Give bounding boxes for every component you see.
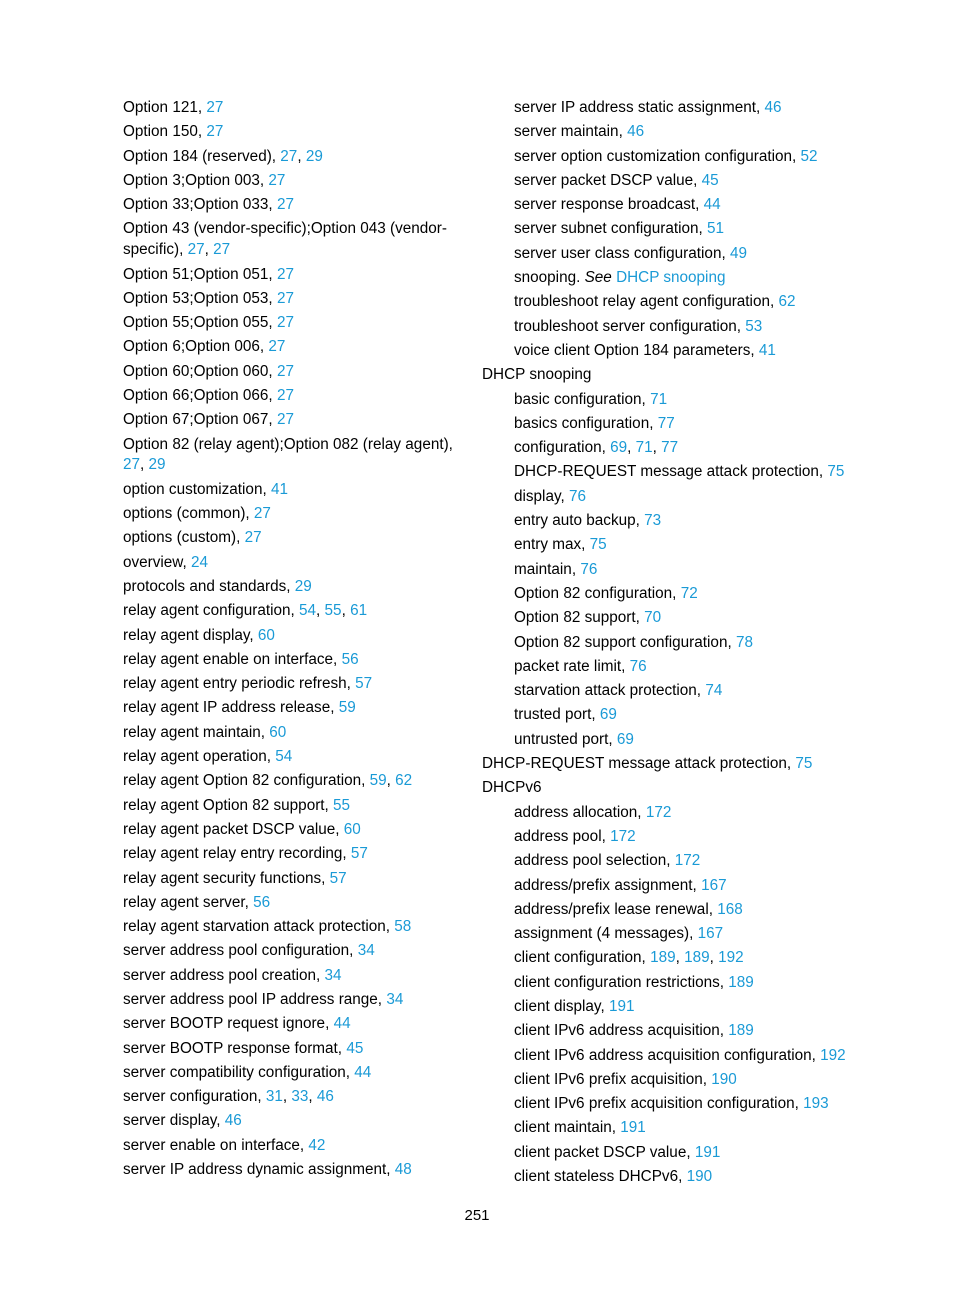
index-term: server IP address dynamic assignment, bbox=[123, 1161, 395, 1179]
index-entry bbox=[123, 796, 463, 817]
index-term: Option 33;Option 033, bbox=[123, 196, 277, 214]
index-term: server configuration, bbox=[123, 1088, 266, 1106]
index-entry bbox=[482, 608, 922, 629]
page-ref-link[interactable]: 60 bbox=[257, 626, 275, 644]
page-ref-link[interactable]: 27 bbox=[244, 529, 262, 547]
page-ref-link[interactable]: 75 bbox=[827, 463, 845, 481]
page-ref-link[interactable]: 190 bbox=[711, 1070, 737, 1088]
index-term: server address pool IP address range, bbox=[123, 990, 387, 1008]
index-entry bbox=[482, 973, 922, 994]
page-number: 251 bbox=[464, 1207, 490, 1224]
index-term: entry auto backup, bbox=[514, 512, 645, 530]
index-term: server packet DSCP value, bbox=[514, 171, 702, 189]
index-term: server display, bbox=[123, 1112, 225, 1130]
page-ref-link[interactable]: 45 bbox=[701, 171, 719, 189]
index-term: relay agent relay entry recording, bbox=[123, 845, 351, 863]
index-entry bbox=[123, 1039, 463, 1060]
page-ref-link[interactable]: 44 bbox=[703, 196, 721, 214]
page-ref-link[interactable]: 192 bbox=[820, 1046, 846, 1064]
page-ref-link[interactable]: 191 bbox=[608, 997, 635, 1015]
page-ref-link[interactable]: 62 bbox=[395, 772, 413, 790]
index-entry bbox=[123, 990, 463, 1011]
index-term: Option 6;Option 006, bbox=[123, 338, 269, 356]
index-entry bbox=[482, 681, 922, 702]
page-ref-link[interactable]: 172 bbox=[674, 852, 701, 870]
index-entry bbox=[482, 244, 922, 265]
page-ref-link[interactable]: 77 bbox=[657, 414, 675, 432]
index-term: server response broadcast, bbox=[514, 196, 704, 214]
page-ref-link[interactable]: 27 bbox=[206, 123, 224, 141]
index-term: Option 82 support configuration, bbox=[514, 633, 736, 651]
page-ref-link[interactable]: 191 bbox=[694, 1143, 721, 1161]
index-term: client stateless DHCPv6, bbox=[514, 1168, 687, 1186]
page-ref-link[interactable]: 52 bbox=[800, 147, 818, 165]
page-ref-link[interactable]: 56 bbox=[341, 650, 359, 668]
page-ref-link[interactable]: 27 bbox=[123, 456, 141, 474]
index-entry bbox=[123, 844, 463, 865]
page-ref-link[interactable]: 74 bbox=[705, 682, 723, 700]
index-entry bbox=[482, 462, 922, 483]
index-entry bbox=[123, 313, 463, 334]
index-term: Option 67;Option 067, bbox=[123, 411, 277, 429]
index-term: client IPv6 prefix acquisition configuration, bbox=[514, 1095, 804, 1113]
index-entry bbox=[482, 535, 922, 556]
page-ref-link[interactable]: 60 bbox=[269, 723, 287, 741]
page-ref-link[interactable]: 27 bbox=[276, 387, 294, 405]
index-entry bbox=[123, 171, 463, 192]
index-entry bbox=[123, 577, 463, 598]
page-ref-link[interactable]: 189 bbox=[728, 973, 754, 991]
index-term: server user class configuration, bbox=[514, 244, 730, 262]
index-term: relay agent IP address release, bbox=[123, 699, 339, 717]
index-term: client IPv6 address acquisition, bbox=[514, 1022, 729, 1040]
index-term: address allocation, bbox=[514, 803, 646, 821]
index-entry bbox=[123, 650, 463, 671]
index-entry bbox=[123, 337, 463, 358]
see-reference-link[interactable]: DHCP snooping bbox=[616, 269, 726, 287]
page-ref-link[interactable]: 76 bbox=[568, 487, 586, 505]
index-entry bbox=[123, 626, 463, 647]
index-term: relay agent Option 82 support, bbox=[123, 796, 334, 814]
index-entry bbox=[123, 410, 463, 431]
page-ref-link[interactable]: 55 bbox=[324, 602, 342, 620]
index-entry bbox=[123, 941, 463, 962]
page-ref-link[interactable]: 54 bbox=[299, 602, 317, 620]
index-term: basic configuration, bbox=[514, 390, 651, 408]
index-term: address pool, bbox=[514, 827, 611, 845]
index-term: maintain, bbox=[514, 560, 581, 578]
page-ref-link[interactable]: 189 bbox=[650, 949, 676, 967]
index-term: Option 82 support, bbox=[514, 609, 645, 627]
page-ref-link[interactable]: 29 bbox=[305, 147, 323, 165]
index-entry bbox=[482, 268, 922, 289]
index-entry bbox=[482, 195, 922, 216]
index-term: options (common), bbox=[123, 505, 254, 523]
index-entry bbox=[482, 341, 922, 362]
page-ref-link[interactable]: 27 bbox=[276, 289, 294, 307]
index-term: Option 51;Option 051, bbox=[123, 265, 277, 283]
page-ref-link[interactable]: 42 bbox=[308, 1136, 326, 1154]
index-entry bbox=[123, 893, 463, 914]
page-ref-link[interactable]: 77 bbox=[661, 439, 679, 457]
index-entry bbox=[482, 414, 922, 435]
page-ref-link[interactable]: 70 bbox=[644, 609, 662, 627]
index-entry: client configuration, 189, 189, 192 bbox=[514, 949, 744, 967]
index-entry bbox=[482, 365, 922, 386]
index-term: packet rate limit, bbox=[514, 657, 630, 675]
index-entry bbox=[482, 851, 922, 872]
index-term: client maintain, bbox=[514, 1119, 621, 1137]
index-term: client configuration, bbox=[514, 949, 651, 967]
page-ref-link[interactable]: 72 bbox=[680, 584, 698, 602]
index-entry bbox=[123, 1160, 463, 1181]
page-ref-link[interactable]: 73 bbox=[644, 512, 662, 530]
index-term: relay agent display, bbox=[123, 626, 258, 644]
index-entry bbox=[123, 480, 463, 501]
index-entry bbox=[482, 584, 922, 605]
index-entry bbox=[123, 553, 463, 574]
index-term: Option 55;Option 055, bbox=[123, 314, 277, 332]
index-entry: server configuration, 31, 33, 46 bbox=[123, 1088, 334, 1106]
index-entry bbox=[482, 390, 922, 411]
index-term: Option 3;Option 003, bbox=[123, 171, 269, 189]
index-term: untrusted port, bbox=[514, 730, 617, 748]
index-term: relay agent Option 82 configuration, bbox=[123, 772, 370, 790]
index-entry bbox=[123, 820, 463, 841]
index-term: address pool selection, bbox=[514, 852, 675, 870]
index-term: Option 121, bbox=[123, 99, 207, 116]
page-ref-link[interactable]: 168 bbox=[717, 900, 743, 918]
page-ref-link[interactable]: 75 bbox=[795, 755, 813, 773]
index-term: entry max, bbox=[514, 536, 590, 554]
index-term: server address pool configuration, bbox=[123, 942, 358, 960]
index-term: server maintain, bbox=[514, 123, 628, 141]
index-term: snooping. bbox=[514, 269, 585, 287]
index-term: address/prefix assignment, bbox=[514, 876, 702, 894]
page-ref-link[interactable]: 31 bbox=[265, 1088, 283, 1106]
index-entry bbox=[482, 1167, 922, 1188]
page-ref-link[interactable]: 57 bbox=[355, 675, 373, 693]
index-term: relay agent security functions, bbox=[123, 869, 330, 887]
index-term: server address pool creation, bbox=[123, 966, 325, 984]
page-ref-link[interactable]: 51 bbox=[707, 220, 725, 238]
index-entry bbox=[123, 869, 463, 890]
index-term: troubleshoot relay agent configuration, bbox=[514, 293, 779, 311]
page-ref-link[interactable]: 27 bbox=[268, 338, 286, 356]
index-term: client packet DSCP value, bbox=[514, 1143, 695, 1161]
index-term: Option 66;Option 066, bbox=[123, 387, 277, 405]
index-entry bbox=[482, 900, 922, 921]
index-term: options (custom), bbox=[123, 529, 245, 547]
page-ref-link[interactable]: 27 bbox=[206, 99, 224, 116]
index-entry bbox=[482, 219, 922, 240]
index-entry bbox=[123, 1111, 463, 1132]
index-entry bbox=[482, 292, 922, 313]
index-term: troubleshoot server configuration, bbox=[514, 317, 746, 335]
page-ref-link[interactable]: 189 bbox=[728, 1022, 754, 1040]
page-ref-link[interactable]: 41 bbox=[270, 480, 288, 498]
index-term: relay agent operation, bbox=[123, 748, 276, 766]
page-ref-link[interactable]: 71 bbox=[650, 390, 668, 408]
index-entry bbox=[123, 195, 463, 216]
index-entry bbox=[482, 317, 922, 338]
page-ref-link[interactable]: 69 bbox=[616, 730, 634, 748]
index-entry: Option 184 (reserved), 27, 29 bbox=[123, 147, 323, 165]
index-column-left bbox=[123, 98, 463, 1184]
page-ref-link[interactable]: 34 bbox=[386, 990, 404, 1008]
index-entry bbox=[482, 803, 922, 824]
index-entry bbox=[482, 1094, 922, 1115]
page-ref-link[interactable]: 76 bbox=[629, 657, 647, 675]
index-term: Option 60;Option 060, bbox=[123, 362, 277, 380]
page-ref-link[interactable]: 78 bbox=[735, 633, 753, 651]
page-ref-link[interactable]: 27 bbox=[268, 171, 286, 189]
index-term: Option 184 (reserved), bbox=[123, 147, 281, 165]
page-ref-link[interactable]: 59 bbox=[338, 699, 356, 717]
index-term: relay agent entry periodic refresh, bbox=[123, 675, 356, 693]
page-ref-link[interactable]: 192 bbox=[718, 949, 744, 967]
page-ref-link[interactable]: 27 bbox=[276, 411, 294, 429]
index-entry bbox=[482, 827, 922, 848]
index-entry bbox=[482, 997, 922, 1018]
index-term: server subnet configuration, bbox=[514, 220, 708, 238]
index-term: client configuration restrictions, bbox=[514, 973, 729, 991]
index-term: DHCP-REQUEST message attack protection, bbox=[482, 755, 796, 773]
page-ref-link[interactable]: 71 bbox=[635, 439, 653, 457]
page-ref-link[interactable]: 27 bbox=[276, 196, 294, 214]
page-ref-link[interactable]: 76 bbox=[580, 560, 598, 578]
index-entry bbox=[123, 723, 463, 744]
page-ref-link[interactable]: 191 bbox=[620, 1119, 646, 1137]
page-ref-link[interactable]: 167 bbox=[697, 925, 724, 943]
index-entry bbox=[482, 487, 922, 508]
page-ref-link[interactable]: 33 bbox=[291, 1088, 309, 1106]
index-entry bbox=[482, 1118, 922, 1139]
page-ref-link[interactable]: 189 bbox=[684, 949, 710, 967]
index-term: server IP address static assignment, bbox=[514, 99, 765, 116]
page-ref-link[interactable]: 49 bbox=[729, 244, 747, 262]
index-entry bbox=[482, 876, 922, 897]
index-entry bbox=[482, 705, 922, 726]
index-entry: relay agent Option 82 configuration, 59, 62 bbox=[123, 772, 413, 790]
index-entry bbox=[482, 98, 922, 119]
page-ref-link[interactable]: 29 bbox=[148, 456, 166, 474]
index-term: assignment (4 messages), bbox=[514, 925, 698, 943]
page-ref-link[interactable]: 46 bbox=[316, 1088, 334, 1106]
page-ref-link[interactable]: 62 bbox=[778, 293, 796, 311]
index-term: Option 150, bbox=[123, 123, 207, 141]
index-term: DHCP-REQUEST message attack protection, bbox=[514, 463, 828, 481]
index-entry bbox=[123, 528, 463, 549]
index-entry bbox=[482, 122, 922, 143]
index-term: basics configuration, bbox=[514, 414, 658, 432]
index-term: DHCPv6 bbox=[482, 779, 542, 797]
index-entry bbox=[123, 917, 463, 938]
index-entry bbox=[123, 386, 463, 407]
index-entry bbox=[482, 511, 922, 532]
index-term: starvation attack protection, bbox=[514, 682, 706, 700]
index-term: Option 43 (vendor-specific);Option 043 (vendor-specific), bbox=[123, 220, 447, 259]
index-entry bbox=[482, 924, 922, 945]
page-ref-link[interactable]: 190 bbox=[686, 1168, 713, 1186]
index-term: server compatibility configuration, bbox=[123, 1063, 355, 1081]
page-ref-link[interactable]: 172 bbox=[610, 827, 636, 845]
index-entry bbox=[482, 1143, 922, 1164]
index-entry bbox=[123, 698, 463, 719]
index-term: relay agent maintain, bbox=[123, 723, 270, 741]
see-label: See bbox=[584, 269, 612, 287]
page-ref-link[interactable]: 27 bbox=[276, 362, 294, 380]
index-term: server enable on interface, bbox=[123, 1136, 309, 1154]
index-entry bbox=[123, 122, 463, 143]
index-entry: Option 43 (vendor-specific);Option 043 (vendor-specific), 27, 27 bbox=[123, 220, 447, 259]
page-ref-link[interactable]: 60 bbox=[343, 820, 361, 838]
page-ref-link[interactable]: 46 bbox=[627, 123, 645, 141]
index-term: relay agent packet DSCP value, bbox=[123, 820, 344, 838]
index-term: client IPv6 address acquisition configuration, bbox=[514, 1046, 821, 1064]
page-ref-link[interactable]: 34 bbox=[357, 942, 375, 960]
index-term: Option 82 (relay agent);Option 082 (relay agent), bbox=[123, 435, 453, 453]
page-ref-link[interactable]: 24 bbox=[191, 553, 209, 571]
page-ref-link[interactable]: 172 bbox=[645, 803, 672, 821]
index-entry bbox=[123, 747, 463, 768]
page-ref-link[interactable]: 167 bbox=[701, 876, 727, 894]
index-column-right bbox=[482, 98, 922, 1191]
page-ref-link[interactable]: 55 bbox=[333, 796, 351, 814]
index-term: server BOOTP request ignore, bbox=[123, 1015, 334, 1033]
index-entry bbox=[482, 730, 922, 751]
index-term: protocols and standards, bbox=[123, 577, 295, 595]
page-ref-link[interactable]: 48 bbox=[394, 1161, 412, 1179]
page-ref-link[interactable]: 193 bbox=[803, 1095, 829, 1113]
index-entry bbox=[482, 171, 922, 192]
index-term: display, bbox=[514, 487, 569, 505]
index-entry bbox=[123, 362, 463, 383]
index-entry bbox=[482, 1046, 922, 1067]
index-term: server BOOTP response format, bbox=[123, 1039, 347, 1057]
index-entry bbox=[482, 147, 922, 168]
index-entry: configuration, 69, 71, 77 bbox=[514, 439, 679, 457]
index-term: voice client Option 184 parameters, bbox=[514, 341, 759, 359]
page-ref-link[interactable]: 57 bbox=[329, 869, 347, 887]
page-ref-link[interactable]: 75 bbox=[589, 536, 607, 554]
page-ref-link[interactable]: 46 bbox=[764, 99, 782, 116]
page-ref-link[interactable]: 45 bbox=[346, 1039, 364, 1057]
index-entry bbox=[482, 1070, 922, 1091]
page-ref-link[interactable]: 29 bbox=[294, 577, 312, 595]
page-ref-link[interactable]: 27 bbox=[276, 314, 294, 332]
index-entry bbox=[123, 504, 463, 525]
index-term: server option customization configuration, bbox=[514, 147, 801, 165]
index-term: DHCP snooping bbox=[482, 366, 592, 384]
index-entry bbox=[123, 1014, 463, 1035]
index-term: relay agent starvation attack protection, bbox=[123, 918, 395, 936]
index-entry bbox=[123, 1063, 463, 1084]
page-ref-link[interactable]: 34 bbox=[324, 966, 342, 984]
page-ref-link[interactable]: 27 bbox=[276, 265, 294, 283]
index-entry bbox=[123, 265, 463, 286]
index-entry bbox=[482, 1021, 922, 1042]
index-term: relay agent enable on interface, bbox=[123, 650, 342, 668]
index-entry bbox=[482, 778, 922, 799]
index-entry bbox=[482, 657, 922, 678]
page-ref-link[interactable]: 27 bbox=[280, 147, 298, 165]
index-entry bbox=[123, 289, 463, 310]
index-entry bbox=[123, 966, 463, 987]
index-term: configuration, bbox=[514, 439, 611, 457]
index-term: relay agent server, bbox=[123, 893, 254, 911]
page-ref-link[interactable]: 44 bbox=[333, 1015, 351, 1033]
index-term: client display, bbox=[514, 997, 609, 1015]
page-ref-link[interactable]: 58 bbox=[394, 918, 412, 936]
page-ref-link[interactable]: 57 bbox=[350, 845, 368, 863]
page-ref-link[interactable]: 53 bbox=[745, 317, 763, 335]
page-ref-link[interactable]: 56 bbox=[253, 893, 271, 911]
index-term: client IPv6 prefix acquisition, bbox=[514, 1070, 712, 1088]
index-term: Option 53;Option 053, bbox=[123, 289, 277, 307]
index-entry bbox=[123, 1136, 463, 1157]
page-ref-link[interactable]: 46 bbox=[224, 1112, 242, 1130]
index-term: overview, bbox=[123, 553, 192, 571]
page-ref-link[interactable]: 59 bbox=[369, 772, 387, 790]
page-ref-link[interactable]: 54 bbox=[275, 748, 293, 766]
page-ref-link[interactable]: 41 bbox=[758, 341, 776, 359]
index-term: option customization, bbox=[123, 480, 271, 498]
index-term: Option 82 configuration, bbox=[514, 584, 681, 602]
page-ref-link[interactable]: 69 bbox=[599, 706, 617, 724]
page-ref-link[interactable]: 27 bbox=[213, 241, 231, 259]
page-ref-link[interactable]: 27 bbox=[187, 241, 205, 259]
page-ref-link[interactable]: 27 bbox=[253, 505, 271, 523]
index-entry bbox=[123, 674, 463, 695]
page-ref-link[interactable]: 69 bbox=[610, 439, 628, 457]
index-entry: relay agent configuration, 54, 55, 61 bbox=[123, 602, 368, 620]
index-entry bbox=[123, 98, 463, 119]
page-ref-link[interactable]: 61 bbox=[350, 602, 368, 620]
index-entry: Option 82 (relay agent);Option 082 (relay agent), 27, 29 bbox=[123, 435, 453, 474]
page-ref-link[interactable]: 44 bbox=[354, 1063, 372, 1081]
index-term: trusted port, bbox=[514, 706, 600, 724]
index-entry bbox=[482, 754, 922, 775]
index-entry bbox=[482, 633, 922, 654]
index-term: relay agent configuration, bbox=[123, 602, 300, 620]
index-term: address/prefix lease renewal, bbox=[514, 900, 718, 918]
index-entry bbox=[482, 560, 922, 581]
